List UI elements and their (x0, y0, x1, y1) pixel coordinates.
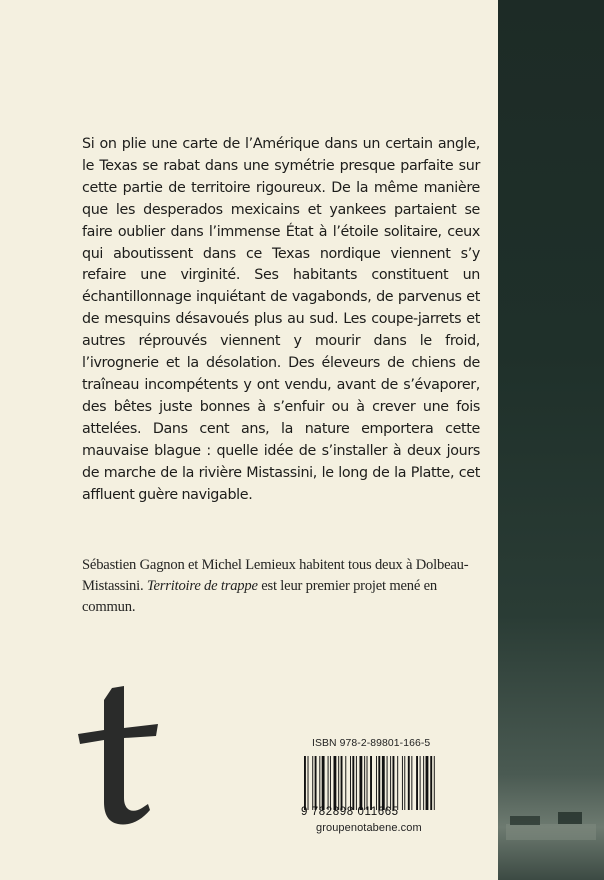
cover-photo-edge (498, 0, 604, 880)
barcode-bar (319, 756, 320, 810)
author-note-text-end: est leur premier projet mené en commun. (82, 578, 437, 616)
barcode-bar (322, 756, 325, 810)
barcode-bar (390, 756, 391, 810)
photo-snow-detail (506, 810, 596, 840)
barcode-bar (378, 756, 380, 810)
barcode (302, 756, 480, 810)
barcode-bar (338, 756, 339, 810)
publisher-website: groupenotabene.com (316, 822, 422, 834)
barcode-bar (430, 756, 432, 810)
barcode-bar (304, 756, 306, 810)
barcode-bar (397, 756, 398, 810)
blurb-paragraph: Si on plie une carte de l’Amérique dans un certain angle, le Texas se rabat dans une symétrie presque parfaite sur cette partie de territoire rigoureux. De la même manière que les desperados mexicains et yankees partaient se faire oublier dans l’immense État à l’étoile solitaire, ceux qui aboutissent dans ce Texas nordique viennent s’y refaire une virginité. Ses habitants constituent un échantillonnage inquiétant de vagabonds, de parvenus et de mesquins désavoués plus au sud. Les coupe-jarrets et autres réprouvés viennent y mourir dans le froid, l’ivrognerie et la désolation. Des éleveurs de chiens de traîneau incompétents y ont vendu, avant de s’évaporer, des bêtes juste bonnes à s’enfuir ou à crever une fois attelées. Dans cent ans, la nature emportera cette mauvaise blague : quelle idée de s’installer à deux jours de marche de la rivière Mistassini, le long de la Platte, cet affluent guère navigable. (82, 136, 480, 503)
barcode-digits: 9 782898 011665 (301, 806, 399, 818)
barcode-bar (350, 756, 351, 810)
barcode-bar (328, 756, 329, 810)
barcode-bar (345, 756, 346, 810)
barcode-bar (402, 756, 403, 810)
barcode-bar (423, 756, 424, 810)
barcode-bar (416, 756, 418, 810)
barcode-bar (411, 756, 412, 810)
barcode-bar (359, 756, 362, 810)
barcode-bar (334, 756, 337, 810)
book-title: Territoire de trappe (146, 578, 258, 595)
barcode-bar (330, 756, 331, 810)
barcode-bar (426, 756, 429, 810)
barcode-bar (356, 756, 357, 810)
author-note (82, 555, 482, 619)
barcode-bar (341, 756, 343, 810)
isbn-label: ISBN 978-2-89801-166-5 (312, 738, 431, 749)
barcode-bar (404, 756, 405, 810)
barcode-bar (370, 756, 372, 810)
barcode-bar (364, 756, 365, 810)
barcode-bar (408, 756, 410, 810)
barcode-bar (420, 756, 421, 810)
barcode-bar (382, 756, 385, 810)
author-note-text: Sébastien Gagnon et Michel Lemieux habitent tous deux à Dolbeau-Mistassini. (82, 557, 469, 595)
barcode-bar (434, 756, 435, 810)
publisher-t-logo (78, 686, 160, 826)
barcode-bar (352, 756, 354, 810)
barcode-bar (315, 756, 317, 810)
barcode-bar (312, 756, 313, 810)
barcode-bar (387, 756, 388, 810)
barcode-bar (393, 756, 395, 810)
barcode-bar (308, 756, 309, 810)
barcode-bar (367, 756, 368, 810)
barcode-bar (376, 756, 377, 810)
